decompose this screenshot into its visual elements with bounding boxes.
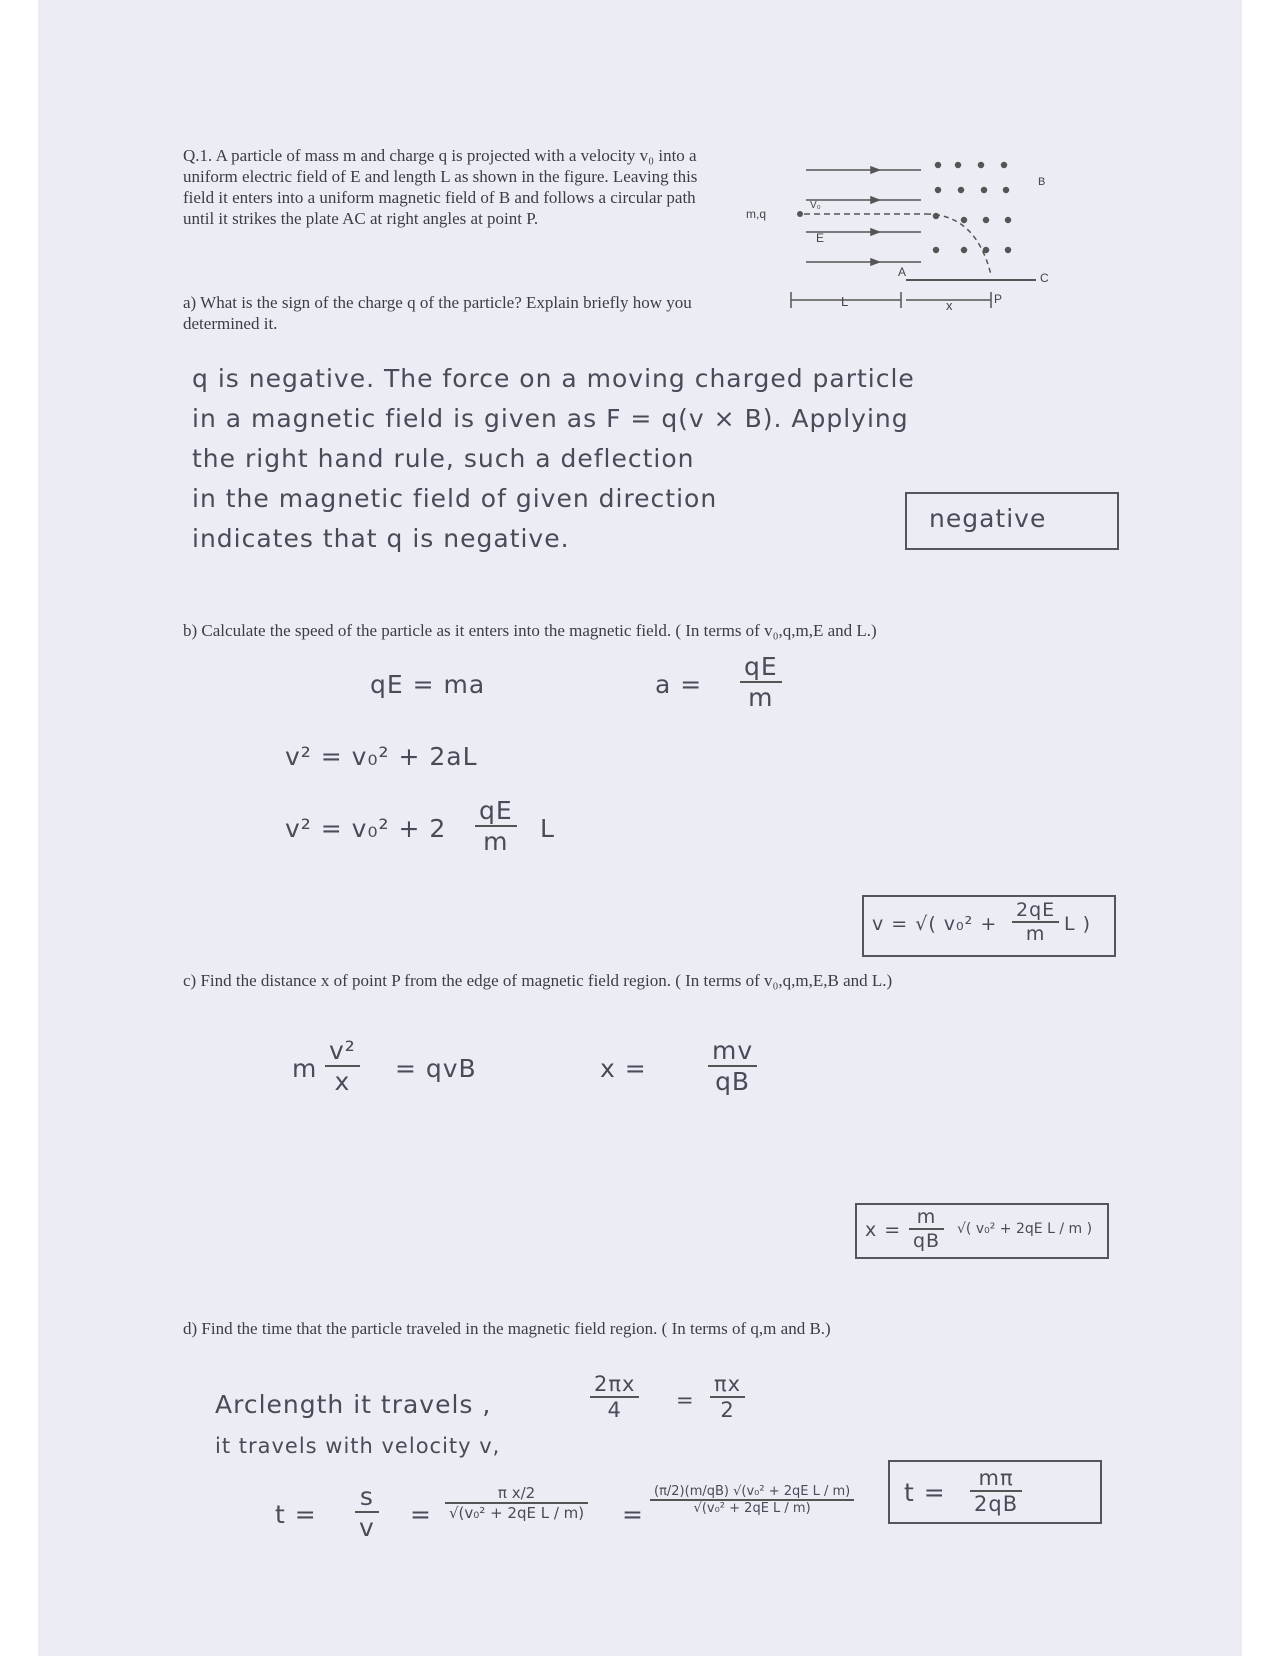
label-x: x (946, 298, 953, 313)
part-a-answer-line-5: indicates that q is negative. (192, 524, 570, 553)
part-d-t-den3: √(v₀² + 2qE L / m) (693, 1501, 811, 1516)
part-c-eq2-den: qB (715, 1067, 751, 1096)
part-d-t-frac3 (650, 1484, 854, 1516)
part-c-boxed-lhs: x = (865, 1219, 902, 1241)
part-b-boxed-tail: L ) (1064, 913, 1092, 935)
part-b-boxed-num: 2qE (1012, 899, 1059, 923)
part-c-eq2-frac (708, 1036, 757, 1096)
part-c-eq1-den: x (334, 1067, 351, 1096)
part-d-line1-eq: = (676, 1388, 695, 1412)
part-b-eq2-frac (740, 652, 782, 712)
part-d-line2: it travels with velocity v, (215, 1434, 501, 1458)
part-c-boxed-frac (909, 1206, 944, 1252)
part-b-boxed-frac (1012, 899, 1059, 945)
part-c-eq1-lhs: m (292, 1054, 318, 1083)
label-b: B (1038, 176, 1046, 188)
part-c-boxed-den: qB (913, 1230, 941, 1252)
field-diagram-svg (746, 150, 1116, 330)
part-d-t-frac1 (355, 1482, 379, 1542)
part-b-eq4-frac (475, 796, 517, 856)
part-c-eq1-num: v² (325, 1036, 360, 1067)
part-d-line1-frac2 (710, 1372, 745, 1422)
part-b-boxed-answer (862, 895, 1116, 957)
part-d-t-den2: √(v₀² + 2qE L / m) (449, 1504, 585, 1522)
question-intro: Q.1. A particle of mass m and charge q is projected with a velocity v₀ into a uniform electric field of E and length L as shown in the figure. Leaving this field it enters into a uniform magnetic field of B and follows a circular path until it strikes the plate AC at right angles at point P. (183, 146, 698, 228)
part-d-t-eq2: = (622, 1500, 644, 1529)
part-c-eq1-frac (325, 1036, 360, 1096)
part-a-boxed-answer (905, 492, 1119, 550)
label-l: L (841, 294, 849, 309)
part-d-t-lhs: t = (275, 1500, 317, 1529)
part-d-t-den1: v (359, 1513, 375, 1542)
part-b-boxed-den: m (1025, 923, 1046, 945)
part-c-boxed-answer (855, 1203, 1109, 1259)
part-d-line1-frac1 (590, 1372, 639, 1422)
part-c-question: c) Find the distance x of point P from the edge of magnetic field region. ( In terms of v₀,q,m,E,B and L.) (183, 971, 893, 990)
label-v0: V₀ (810, 200, 821, 211)
part-b-boxed-lhs: v = √( v₀² + (872, 913, 998, 935)
part-a-question: a) What is the sign of the charge q of the particle? Explain briefly how you determined it. (183, 293, 692, 333)
part-b-eq2-den: m (748, 683, 774, 712)
part-b-eq4-num: qE (475, 796, 517, 827)
part-b-eq2-lhs: a = (655, 670, 703, 699)
particle-dot (797, 211, 803, 217)
part-b-eq4-den: m (483, 827, 509, 856)
part-c-eq2-num: mv (708, 1036, 757, 1067)
part-d-t-num3: (π/2)(m/qB) √(v₀² + 2qE L / m) (650, 1484, 854, 1501)
part-c-boxed-num: m (909, 1206, 944, 1230)
part-d-boxed-num: mπ (970, 1466, 1022, 1492)
part-a-answer-line-4: in the magnetic field of given direction (192, 484, 718, 513)
part-d-line1-den1: 4 (607, 1398, 622, 1422)
part-b-eq2-num: qE (740, 652, 782, 683)
part-b-question: b) Calculate the speed of the particle as it enters into the magnetic field. ( In terms of v₀,q,m,E and L.) (183, 621, 877, 640)
part-d-line1: Arclength it travels , (215, 1390, 492, 1419)
part-d-t-num2: π x/2 (445, 1484, 588, 1504)
part-b-eq4-lhs: v² = v₀² + 2 (285, 814, 447, 843)
part-d-line1-num2: πx (710, 1372, 745, 1398)
part-b-eq1: qE = ma (370, 670, 486, 699)
part-b-eq3: v² = v₀² + 2aL (285, 742, 478, 771)
part-d-boxed-answer (888, 1460, 1102, 1524)
label-a: A (898, 265, 907, 279)
label-p: P (994, 292, 1003, 306)
part-d-line1-num1: 2πx (590, 1372, 639, 1398)
part-a-answer-line-3: the right hand rule, such a deflection (192, 444, 695, 473)
part-a-boxed-text: negative (929, 504, 1047, 533)
part-d-boxed-den: 2qB (974, 1492, 1019, 1516)
label-e: E (816, 231, 825, 245)
label-mq: m,q (746, 207, 767, 221)
part-c-eq1-rhs: = qvB (395, 1054, 477, 1083)
part-a-answer-line-1: q is negative. The force on a moving charged particle (192, 364, 915, 393)
label-c: C (1040, 271, 1049, 285)
part-d-t-num1: s (355, 1482, 379, 1513)
part-a-answer-line-2: in a magnetic field is given as F = q(v × B). Applying (192, 404, 909, 433)
part-d-line1-den2: 2 (720, 1398, 735, 1422)
part-c-boxed-tail: √( v₀² + 2qE L / m ) (957, 1221, 1093, 1237)
part-b-eq4-tail: L (540, 814, 555, 843)
part-c-eq2-lhs: x = (600, 1054, 647, 1083)
field-diagram (746, 150, 1116, 330)
part-d-question: d) Find the time that the particle traveled in the magnetic field region. ( In terms of q,m and B.) (183, 1319, 831, 1338)
part-d-boxed-frac (970, 1466, 1022, 1516)
part-d-boxed-lhs: t = (904, 1478, 946, 1507)
part-d-t-eq1: = (410, 1500, 432, 1529)
part-d-t-frac2 (445, 1484, 588, 1522)
